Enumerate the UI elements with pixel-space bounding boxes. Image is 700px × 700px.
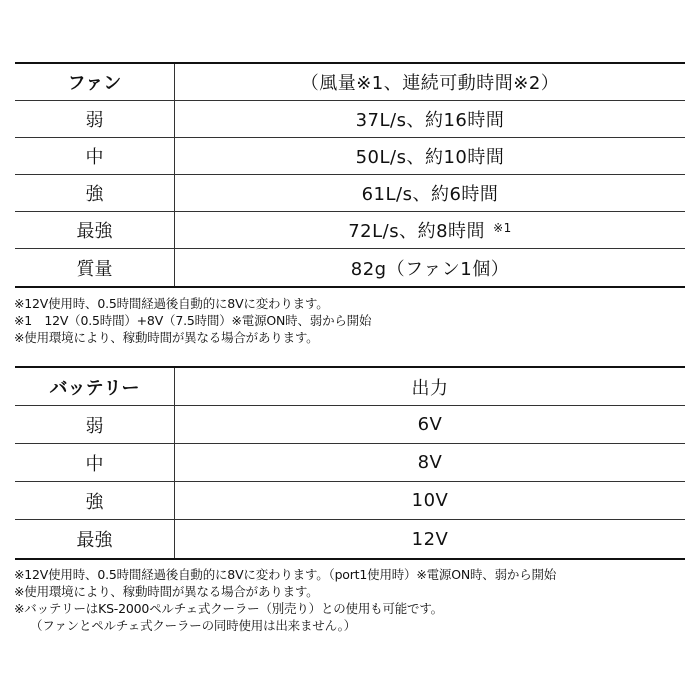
battery-table-row: [15, 444, 685, 482]
fan-row-label: 最強: [15, 212, 175, 248]
battery-row-value: 8V: [417, 452, 443, 473]
battery-table-header-row: [15, 368, 685, 406]
fan-header-value: （風量※1、連続可動時間※2）: [300, 73, 560, 94]
battery-table-row: [15, 482, 685, 520]
fan-row-label: 弱: [15, 101, 175, 137]
battery-row-label: 弱: [15, 406, 175, 443]
fan-row-label: 強: [15, 175, 175, 211]
fan-row-value: 50L/s、約10時間: [355, 147, 505, 168]
fan-table-header-row: [15, 64, 685, 101]
fan-table-row: [15, 101, 685, 138]
fan-spec-table: [15, 62, 685, 288]
battery-row-value: 6V: [417, 414, 443, 435]
fan-header-label: ファン: [15, 64, 175, 100]
fan-notes: [14, 295, 371, 346]
battery-header-label: バッテリー: [15, 368, 175, 405]
note-line: ※12V使用時、0.5時間経過後自動的に8Vに変わります。（port1使用時）※電源ON時、弱から開始: [14, 567, 557, 582]
fan-table-row: [15, 212, 685, 249]
fan-row-label: 質量: [15, 249, 175, 286]
note-line: ※使用環境により、稼動時間が異なる場合があります。: [14, 584, 319, 599]
note-line: （ファンとペルチェ式クーラーの同時使用は出来ません。）: [30, 618, 356, 633]
fan-row-value: 37L/s、約16時間: [355, 110, 505, 131]
battery-row-label: 強: [15, 482, 175, 519]
battery-notes: [14, 566, 556, 634]
note-line: ※バッテリーはKS-2000ペルチェ式クーラー（別売り）との使用も可能です。: [14, 601, 443, 616]
battery-row-value: 10V: [411, 490, 449, 511]
fan-table-row: [15, 138, 685, 175]
note-line: ※1 12V（0.5時間）+8V（7.5時間）※電源ON時、弱から開始: [14, 313, 372, 328]
fan-row-value: 82g（ファン1個）: [350, 258, 510, 280]
battery-spec-table: [15, 366, 685, 560]
note-line: ※使用環境により、稼動時間が異なる場合があります。: [14, 330, 319, 345]
fan-row-value: 61L/s、約6時間: [361, 184, 499, 205]
fan-table-row: [15, 249, 685, 286]
note-line: ※12V使用時、0.5時間経過後自動的に8Vに変わります。: [14, 296, 329, 311]
battery-row-label: 最強: [15, 520, 175, 558]
battery-row-value: 12V: [411, 528, 449, 550]
fan-row-label: 中: [15, 138, 175, 174]
fan-row-value: 72L/s、約8時間 ※1: [348, 221, 512, 242]
battery-table-row: [15, 520, 685, 558]
battery-table-row: [15, 406, 685, 444]
battery-row-label: 中: [15, 444, 175, 481]
battery-header-value: 出力: [411, 377, 449, 399]
footnote-mark: ※1: [493, 221, 512, 235]
fan-table-row: [15, 175, 685, 212]
